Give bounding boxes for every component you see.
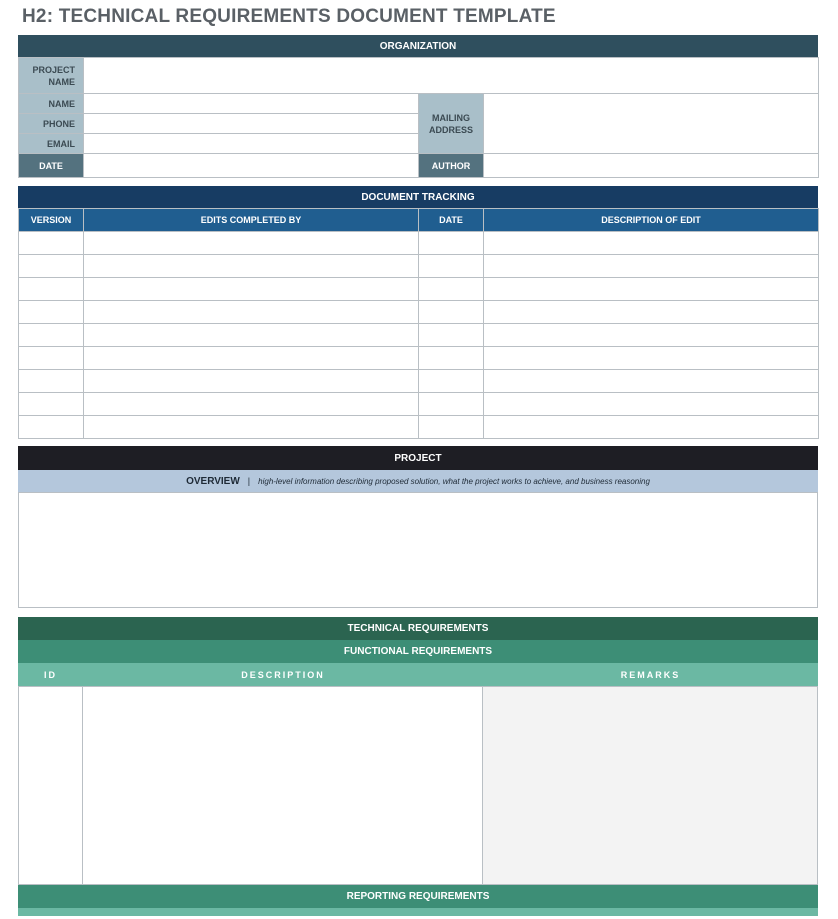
functional-columns bbox=[18, 663, 818, 686]
mailing-address-field[interactable] bbox=[484, 94, 819, 154]
page-title: H2: TECHNICAL REQUIREMENTS DOCUMENT TEMPLATE bbox=[22, 6, 556, 27]
date-cell[interactable] bbox=[419, 278, 484, 301]
tracking-section bbox=[18, 186, 818, 439]
date-cell[interactable] bbox=[419, 393, 484, 416]
edits-cell[interactable] bbox=[84, 370, 419, 393]
description-cell[interactable] bbox=[484, 370, 819, 393]
email-label: EMAIL bbox=[19, 134, 84, 154]
column-date: DATE bbox=[419, 209, 484, 232]
version-cell[interactable] bbox=[19, 324, 84, 347]
tracking-header: DOCUMENT TRACKING bbox=[18, 186, 818, 208]
project-section bbox=[18, 446, 818, 608]
tracking-row bbox=[19, 232, 819, 255]
column-version: VERSION bbox=[19, 209, 84, 232]
author-label: AUTHOR bbox=[419, 154, 484, 178]
column-description: DESCRIPTION bbox=[241, 669, 325, 680]
column-id: ID bbox=[44, 669, 57, 680]
email-field[interactable] bbox=[84, 134, 419, 154]
functional-body bbox=[18, 686, 818, 885]
edits-cell[interactable] bbox=[84, 393, 419, 416]
project-header: PROJECT bbox=[18, 446, 818, 470]
tracking-row bbox=[19, 347, 819, 370]
date-cell[interactable] bbox=[419, 324, 484, 347]
description-cell[interactable] bbox=[484, 278, 819, 301]
tracking-row bbox=[19, 278, 819, 301]
mailing-address-label: MAILING ADDRESS bbox=[419, 94, 484, 154]
overview-band bbox=[18, 470, 818, 492]
technical-header: TECHNICAL REQUIREMENTS bbox=[18, 617, 818, 640]
column-description-of-edit: DESCRIPTION OF EDIT bbox=[484, 209, 819, 232]
name-label: NAME bbox=[19, 94, 84, 114]
reporting-columns-strip bbox=[18, 908, 818, 916]
edits-cell[interactable] bbox=[84, 278, 419, 301]
column-edits-completed-by: EDITS COMPLETED BY bbox=[84, 209, 419, 232]
column-remarks: REMARKS bbox=[620, 669, 681, 680]
version-cell[interactable] bbox=[19, 255, 84, 278]
version-cell[interactable] bbox=[19, 301, 84, 324]
date-field[interactable] bbox=[84, 154, 419, 178]
overview-hint: high-level information describing proposed solution, what the project works to achieve, and business reasoning bbox=[258, 476, 650, 486]
name-field[interactable] bbox=[84, 94, 419, 114]
organization-header: ORGANIZATION bbox=[18, 35, 818, 57]
date-cell[interactable] bbox=[419, 301, 484, 324]
project-name-field[interactable] bbox=[84, 58, 819, 94]
version-cell[interactable] bbox=[19, 347, 84, 370]
tracking-table bbox=[18, 208, 819, 439]
edits-cell[interactable] bbox=[84, 347, 419, 370]
description-cell[interactable] bbox=[484, 301, 819, 324]
edits-cell[interactable] bbox=[84, 301, 419, 324]
organization-section bbox=[18, 35, 818, 178]
tracking-row bbox=[19, 301, 819, 324]
tracking-row bbox=[19, 324, 819, 347]
technical-section bbox=[18, 617, 818, 916]
overview-separator: | bbox=[247, 476, 251, 486]
description-cell[interactable] bbox=[484, 232, 819, 255]
phone-field[interactable] bbox=[84, 114, 419, 134]
date-cell[interactable] bbox=[419, 370, 484, 393]
version-cell[interactable] bbox=[19, 370, 84, 393]
version-cell[interactable] bbox=[19, 393, 84, 416]
edits-cell[interactable] bbox=[84, 416, 419, 439]
reporting-header: REPORTING REQUIREMENTS bbox=[18, 885, 818, 908]
version-cell[interactable] bbox=[19, 416, 84, 439]
functional-header: FUNCTIONAL REQUIREMENTS bbox=[18, 640, 818, 663]
edits-cell[interactable] bbox=[84, 324, 419, 347]
overview-textarea[interactable] bbox=[18, 492, 818, 608]
description-cell[interactable] bbox=[484, 255, 819, 278]
tracking-rows bbox=[19, 232, 819, 439]
tracking-row bbox=[19, 393, 819, 416]
tracking-row bbox=[19, 416, 819, 439]
version-cell[interactable] bbox=[19, 278, 84, 301]
id-cell[interactable] bbox=[18, 686, 83, 885]
edits-cell[interactable] bbox=[84, 255, 419, 278]
description-cell[interactable] bbox=[484, 347, 819, 370]
tracking-row bbox=[19, 255, 819, 278]
version-cell[interactable] bbox=[19, 232, 84, 255]
description-cell[interactable] bbox=[484, 416, 819, 439]
edits-cell[interactable] bbox=[84, 232, 419, 255]
date-label: DATE bbox=[19, 154, 84, 178]
date-cell[interactable] bbox=[419, 232, 484, 255]
tracking-row bbox=[19, 370, 819, 393]
date-cell[interactable] bbox=[419, 347, 484, 370]
description-cell[interactable] bbox=[83, 686, 483, 885]
organization-table bbox=[18, 57, 819, 178]
description-cell[interactable] bbox=[484, 324, 819, 347]
overview-label: OVERVIEW bbox=[186, 475, 240, 487]
description-cell[interactable] bbox=[484, 393, 819, 416]
date-cell[interactable] bbox=[419, 416, 484, 439]
date-cell[interactable] bbox=[419, 255, 484, 278]
project-name-label: PROJECT NAME bbox=[19, 58, 84, 94]
author-field[interactable] bbox=[484, 154, 819, 178]
phone-label: PHONE bbox=[19, 114, 84, 134]
remarks-cell[interactable] bbox=[483, 686, 818, 885]
